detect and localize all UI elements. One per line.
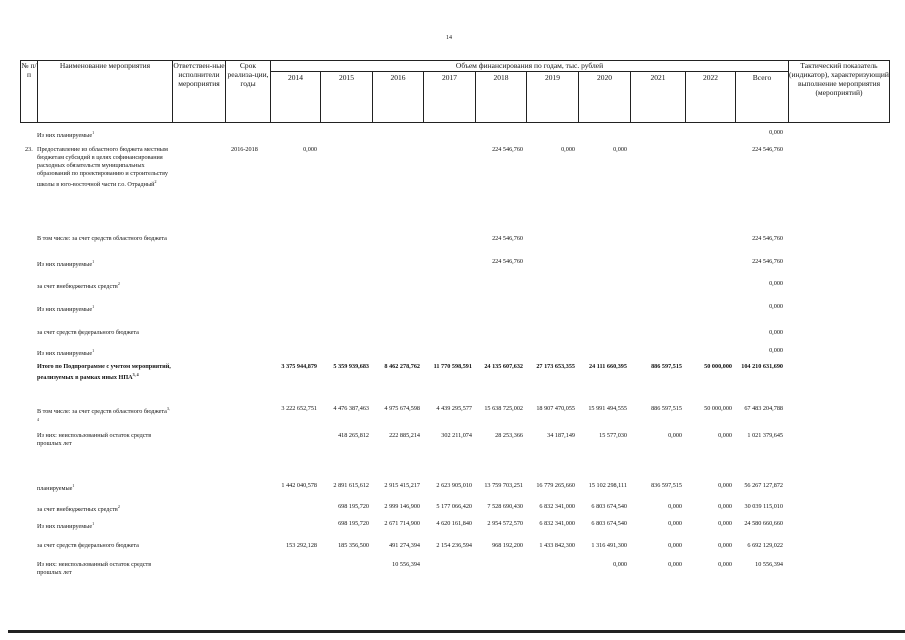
- header-year: 2019: [545, 73, 560, 82]
- cell-value: 0,000: [769, 347, 783, 354]
- cell-value: 0,000: [769, 303, 783, 310]
- row-label: [37, 542, 172, 550]
- header-bottom-line: [20, 122, 890, 123]
- footnote-marker: 1: [72, 483, 75, 488]
- cell-value: 15 102 298,111: [588, 482, 627, 489]
- cell-value: 56 267 127,872: [744, 482, 783, 489]
- row-label: [37, 503, 172, 514]
- cell-value: 28 253,366: [495, 432, 523, 439]
- row-label: [37, 432, 172, 448]
- row-label-text: Итого по Подпрограмме с учетом мероприятий, реализуемых в рамках иных НПА: [37, 363, 171, 382]
- bottom-border: [8, 630, 905, 633]
- header-year: 2015: [339, 73, 354, 82]
- cell-value: 0,000: [668, 520, 682, 527]
- row-label: [37, 561, 172, 577]
- cell-value: 0,000: [769, 280, 783, 287]
- cell-value: 0,000: [613, 561, 627, 568]
- cell-value: 1 442 040,578: [281, 482, 317, 489]
- cell-value: 10 556,394: [392, 561, 420, 568]
- row-label-text: за счет внебюджетных средств: [37, 506, 118, 514]
- cell-value: 698 195,720: [338, 520, 369, 527]
- cell-value: 0,000: [769, 129, 783, 136]
- row-label-text: за счет средств федерального бюджета: [37, 329, 139, 336]
- cell-value: 836 597,515: [651, 482, 682, 489]
- header-years-line: [270, 71, 788, 72]
- header-col-indicator: Тактический показатель (индикатор), характеризующий выполнение мероприятия (мероприятий): [789, 61, 889, 97]
- cell-value: 24 580 660,660: [744, 520, 783, 527]
- row-number: 23.: [25, 146, 33, 153]
- row-label-text: Из них: неиспользованный остаток средств прошлых лет: [37, 561, 152, 576]
- row-label: [37, 303, 172, 314]
- row-label: [37, 329, 172, 337]
- cell-value: 6 692 129,022: [747, 542, 783, 549]
- cell-value: 30 039 115,010: [744, 503, 783, 510]
- row-label-text: за счет внебюджетных средств: [37, 283, 118, 291]
- footnote-marker: 2: [117, 504, 120, 509]
- header-year: 2020: [597, 73, 612, 82]
- row-label: [37, 258, 172, 269]
- cell-value: 0,000: [718, 482, 732, 489]
- cell-value: 0,000: [668, 542, 682, 549]
- row-label: [37, 405, 172, 427]
- cell-value: 0,000: [668, 503, 682, 510]
- footnote-marker: 1: [92, 521, 95, 526]
- cell-value: 0,000: [718, 432, 732, 439]
- cell-value: 4 620 161,840: [436, 520, 472, 527]
- row-label-text: В том числе: за счет средств областного бюджета: [37, 408, 167, 416]
- cell-value: 0,000: [613, 146, 627, 153]
- cell-value: 2 623 905,010: [436, 482, 472, 489]
- cell-value: 2 891 615,612: [333, 482, 369, 489]
- row-label: [37, 235, 172, 243]
- cell-value: 8 462 278,762: [384, 363, 420, 370]
- cell-value: 24 111 660,395: [589, 363, 627, 370]
- cell-value: 224 546,760: [492, 235, 523, 242]
- row-label-text: В том числе: за счет средств областного бюджета: [37, 235, 167, 242]
- cell-value: 0,000: [718, 520, 732, 527]
- row-label: [37, 129, 172, 140]
- cell-value: 1 021 379,645: [747, 432, 783, 439]
- cell-value: 0,000: [303, 146, 317, 153]
- cell-value: 886 597,515: [651, 363, 682, 370]
- cell-value: 2 915 415,217: [384, 482, 420, 489]
- cell-value: 224 546,760: [752, 146, 783, 153]
- cell-value: 50 000,000: [704, 363, 732, 370]
- cell-value: 224 546,760: [752, 258, 783, 265]
- cell-value: 4 476 387,463: [333, 405, 369, 412]
- row-label-text: Из них планируемые: [37, 523, 93, 531]
- cell-value: 0,000: [718, 542, 732, 549]
- cell-value: 7 528 690,430: [487, 503, 523, 510]
- cell-value: 886 597,515: [651, 405, 682, 412]
- cell-value: 224 546,760: [492, 258, 523, 265]
- cell-value: 34 187,149: [547, 432, 575, 439]
- cell-value: 6 803 674,540: [591, 520, 627, 527]
- cell-value: 2 154 236,594: [436, 542, 472, 549]
- header-col-funding: Объем финансирования по годам, тыс. рублей: [455, 61, 604, 70]
- cell-value: 18 907 470,055: [536, 405, 575, 412]
- cell-value: 6 832 341,000: [539, 503, 575, 510]
- cell-value: 302 211,074: [441, 432, 472, 439]
- cell-value: 968 192,200: [492, 542, 523, 549]
- footnote-marker: 1: [92, 259, 95, 264]
- header-col-term: Срок реализа-ции, годы: [227, 61, 269, 88]
- cell-value: 16 779 265,660: [536, 482, 575, 489]
- cell-value: 0,000: [769, 329, 783, 336]
- header-col-responsible: Ответствен-ные исполнители мероприятия: [173, 61, 225, 88]
- cell-value: 222 885,214: [389, 432, 420, 439]
- row-label-text: Из них планируемые: [37, 350, 93, 358]
- cell-value: 104 210 631,690: [741, 363, 783, 370]
- cell-value: 0,000: [718, 503, 732, 510]
- header-year: 2014: [288, 73, 303, 82]
- page-number: 14: [446, 35, 452, 41]
- header-col-no: № п/п: [21, 61, 37, 79]
- header-year: 2021: [650, 73, 666, 82]
- cell-value: 153 292,128: [286, 542, 317, 549]
- cell-value: 418 265,812: [338, 432, 369, 439]
- cell-value: 2 999 146,900: [384, 503, 420, 510]
- row-label: [37, 520, 172, 531]
- cell-value: 491 274,394: [389, 542, 420, 549]
- row-label: [37, 146, 172, 189]
- row-label-text: Из них планируемые: [37, 261, 93, 269]
- header-year: 2016: [390, 73, 406, 82]
- header-year: 2022: [703, 73, 718, 82]
- row-label: [37, 280, 172, 291]
- row-label-text: Из них: неиспользованный остаток средств прошлых лет: [37, 432, 152, 447]
- cell-value: 6 803 674,540: [591, 503, 627, 510]
- footnote-marker: 1: [92, 348, 95, 353]
- cell-value: 698 195,720: [338, 503, 369, 510]
- cell-value: 2 954 572,570: [487, 520, 523, 527]
- cell-value: 0,000: [561, 146, 575, 153]
- row-label-text: Предоставление из областного бюджета местным бюджетам субсидий в целях софинансирования расходных обязательств муниципальных образований по проектированию и строительству школы в юго-восточной части г.о. Отрадный: [37, 146, 168, 189]
- row-term: 2016-2018: [231, 146, 258, 153]
- footnote-marker: 2: [117, 281, 120, 286]
- footnote-marker: 1: [92, 304, 95, 309]
- cell-value: 4 975 674,598: [384, 405, 420, 412]
- cell-value: 224 546,760: [752, 235, 783, 242]
- cell-value: 11 770 598,591: [433, 363, 472, 370]
- row-label-text: планируемые: [37, 485, 73, 493]
- cell-value: 5 177 066,420: [436, 503, 472, 510]
- row-label-text: Из них планируемые: [37, 132, 93, 140]
- row-label-text: Из них планируемые: [37, 306, 93, 314]
- footnote-marker: 2: [154, 179, 157, 184]
- row-label-text: за счет средств федерального бюджета: [37, 542, 139, 549]
- row-label: [37, 482, 172, 493]
- cell-value: 4 439 295,577: [436, 405, 472, 412]
- cell-value: 0,000: [718, 561, 732, 568]
- cell-value: 3 222 652,751: [281, 405, 317, 412]
- cell-value: 67 483 204,788: [744, 405, 783, 412]
- cell-value: 6 832 341,000: [539, 520, 575, 527]
- footnote-marker: 3, 4: [37, 406, 170, 423]
- header-year: 2017: [442, 73, 457, 82]
- footnote-marker: 1: [92, 130, 95, 135]
- cell-value: 15 638 725,002: [484, 405, 523, 412]
- row-label: [37, 363, 172, 382]
- header-vline: [37, 60, 38, 122]
- cell-value: 0,000: [668, 432, 682, 439]
- cell-value: 185 356,500: [338, 542, 369, 549]
- header-year: 2018: [493, 73, 509, 82]
- cell-value: 24 135 607,632: [484, 363, 523, 370]
- cell-value: 50 000,000: [704, 405, 732, 412]
- row-label: [37, 347, 172, 358]
- cell-value: 1 316 491,300: [591, 542, 627, 549]
- cell-value: 3 375 944,879: [281, 363, 317, 370]
- footnote-marker: 3, 4: [132, 372, 139, 377]
- cell-value: 5 359 939,683: [333, 363, 369, 370]
- cell-value: 10 556,394: [755, 561, 783, 568]
- cell-value: 2 671 714,900: [384, 520, 420, 527]
- cell-value: 0,000: [668, 561, 682, 568]
- cell-value: 15 991 494,555: [588, 405, 627, 412]
- cell-value: 13 759 703,251: [484, 482, 523, 489]
- cell-value: 1 433 842,300: [539, 542, 575, 549]
- header-year: Всего: [752, 73, 772, 82]
- header-vline: [889, 60, 890, 122]
- cell-value: 224 546,760: [492, 146, 523, 153]
- cell-value: 15 577,030: [599, 432, 627, 439]
- cell-value: 27 173 653,355: [536, 363, 575, 370]
- header-col-name: Наименование мероприятия: [59, 61, 151, 70]
